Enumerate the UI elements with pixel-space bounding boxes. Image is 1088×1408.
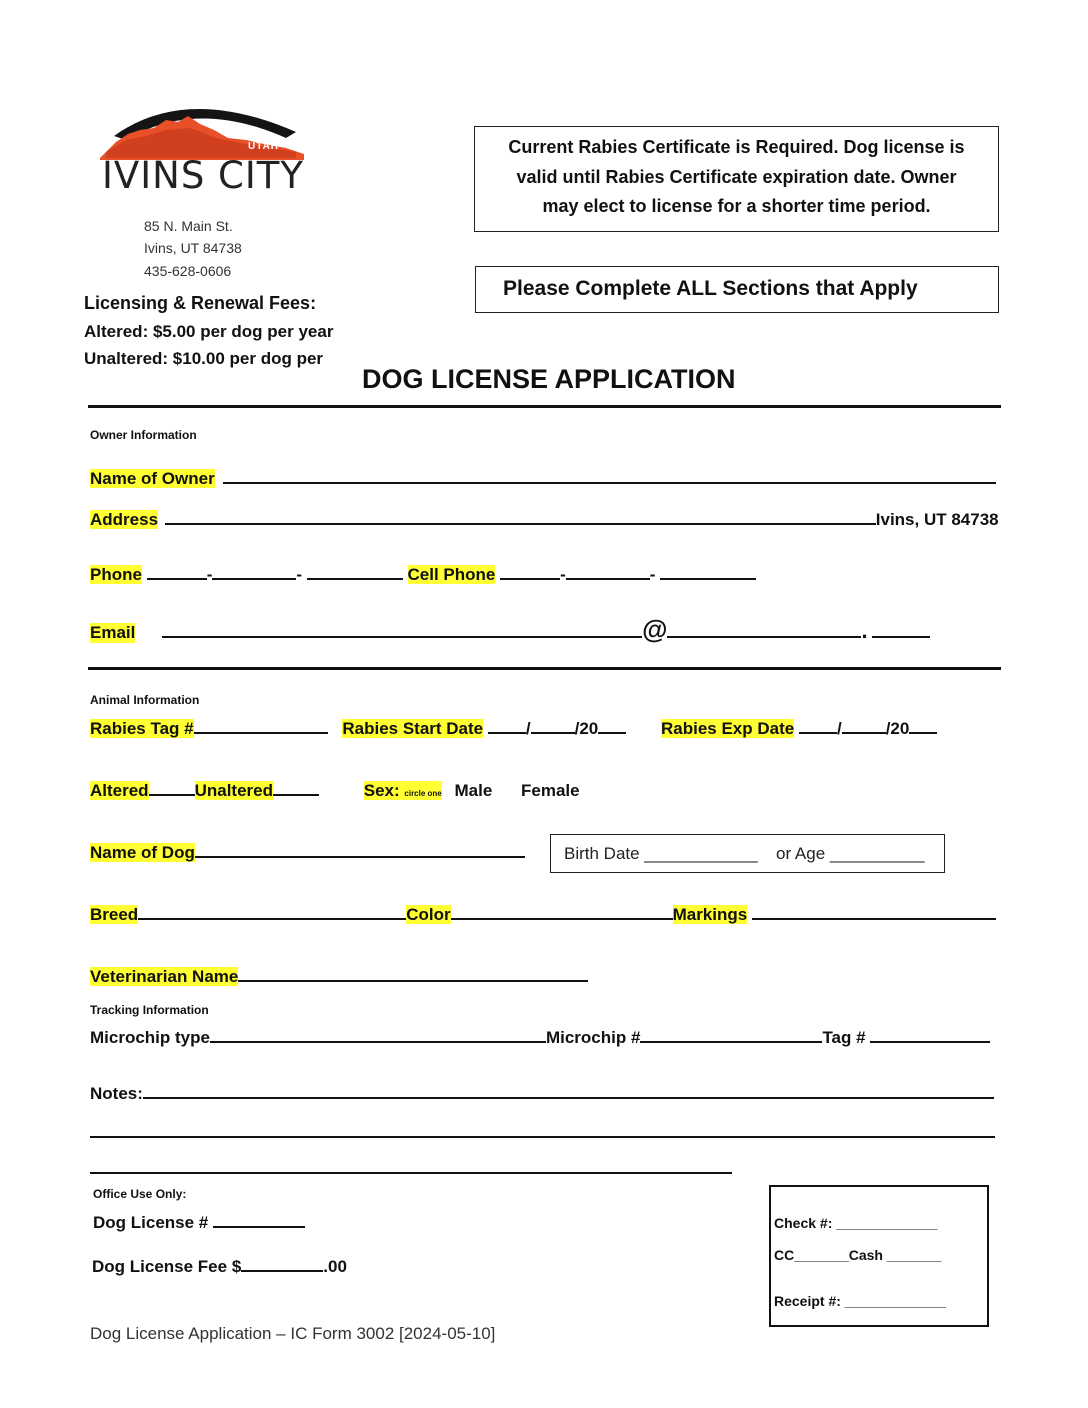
form-footer: Dog License Application – IC Form 3002 [2024-05-10]	[90, 1324, 496, 1343]
phone-prefix-input[interactable]	[212, 577, 296, 580]
notes-label: Notes:	[90, 1084, 143, 1103]
sex-female-option[interactable]: Female	[521, 781, 580, 800]
vet-label: Veterinarian Name	[90, 967, 239, 986]
phone-line-input[interactable]	[307, 577, 403, 580]
owner-rule	[88, 667, 1001, 670]
city-city-line: Ivins, UT 84738	[144, 240, 242, 256]
cell-dash-1: -	[560, 565, 566, 584]
phone-dash-2: -	[296, 565, 303, 584]
cell-prefix-input[interactable]	[566, 577, 650, 580]
fees-altered: Altered: $5.00 per dog per year	[84, 322, 334, 341]
rabies-start-slash: /	[525, 719, 531, 738]
color-label: Color	[406, 905, 451, 924]
phone-area-input[interactable]	[147, 577, 207, 580]
license-num-row	[93, 1213, 305, 1233]
microchip-row	[90, 1028, 990, 1048]
phone-dash-1: -	[206, 565, 213, 584]
tag-input[interactable]	[870, 1040, 990, 1043]
payment-box	[769, 1185, 989, 1327]
cell-phone-label: Cell Phone	[407, 565, 496, 584]
email-user-input[interactable]	[162, 635, 642, 638]
rabies-start-month-input[interactable]	[488, 731, 526, 734]
complete-all-text: Please Complete ALL Sections that Apply	[503, 277, 918, 300]
email-row	[90, 614, 930, 645]
notes-input-3[interactable]	[90, 1172, 732, 1174]
sex-label-text: Sex:	[363, 781, 400, 800]
owner-name-label: Name of Owner	[90, 469, 215, 488]
microchip-type-input[interactable]	[210, 1040, 546, 1043]
title-rule	[88, 405, 1001, 408]
notes-input-1[interactable]	[143, 1096, 994, 1099]
birth-date-label[interactable]: Birth Date ____________	[564, 844, 758, 863]
rabies-notice-box	[474, 126, 999, 232]
breed-label: Breed	[90, 905, 139, 924]
owner-section-label: Owner Information	[90, 428, 197, 442]
sex-label	[364, 781, 442, 800]
tag-label: Tag #	[822, 1028, 866, 1047]
tracking-section-label: Tracking Information	[90, 1003, 209, 1017]
rabies-exp-day-input[interactable]	[842, 731, 886, 734]
notes-row	[90, 1084, 994, 1104]
notes-input-2[interactable]	[90, 1136, 995, 1138]
license-num-input[interactable]	[213, 1225, 305, 1228]
markings-input[interactable]	[752, 917, 996, 920]
circle-one-note: circle one	[404, 789, 442, 798]
microchip-num-label: Microchip #	[545, 1028, 641, 1047]
phone-label: Phone	[90, 565, 142, 584]
rabies-exp-label: Rabies Exp Date	[660, 719, 795, 738]
microchip-num-input[interactable]	[640, 1040, 822, 1043]
email-label: Email	[90, 623, 136, 642]
breed-input[interactable]	[138, 917, 406, 920]
breed-row	[90, 905, 996, 925]
vet-input[interactable]	[238, 979, 588, 982]
complete-all-box	[475, 266, 999, 313]
rabies-tag-input[interactable]	[194, 731, 328, 734]
logo-city-text: IVINS CITY	[102, 154, 305, 197]
rabies-exp-slash: /	[836, 719, 842, 738]
license-fee-suffix: .00	[323, 1257, 347, 1276]
altered-row	[90, 781, 580, 801]
birth-date-box	[550, 834, 945, 873]
dog-name-row	[90, 843, 525, 863]
owner-name-row	[90, 469, 996, 489]
notice-line-3: may elect to license for a shorter time period.	[542, 196, 931, 216]
address-label: Address	[90, 510, 159, 529]
rabies-start-day-input[interactable]	[531, 731, 575, 734]
cell-dash-2: -	[649, 565, 656, 584]
markings-label: Markings	[672, 905, 748, 924]
owner-name-input[interactable]	[223, 481, 996, 484]
rabies-exp-year-input[interactable]	[909, 731, 937, 734]
unaltered-input[interactable]	[273, 793, 319, 796]
email-at: @	[642, 614, 668, 644]
address-row	[90, 510, 999, 530]
unaltered-label: Unaltered	[194, 781, 273, 800]
rabies-exp-month-input[interactable]	[799, 731, 837, 734]
email-dot: .	[861, 618, 868, 643]
vet-row	[90, 967, 588, 987]
rabies-row	[90, 719, 937, 739]
phone-row	[90, 565, 756, 585]
altered-input[interactable]	[149, 793, 195, 796]
license-fee-input[interactable]	[241, 1269, 323, 1272]
rabies-start-slash20: /20	[574, 719, 599, 738]
check-num-label[interactable]: Check #: _____________	[774, 1215, 938, 1231]
city-street: 85 N. Main St.	[144, 218, 233, 234]
logo-state-text: UTAH	[248, 141, 280, 152]
address-input[interactable]	[165, 522, 876, 525]
altered-label: Altered	[90, 781, 149, 800]
rabies-exp-slash20: /20	[885, 719, 910, 738]
cc-cash-label[interactable]: CC_______Cash _______	[774, 1247, 942, 1263]
notice-line-2: valid until Rabies Certificate expiration date. Owner	[516, 167, 957, 187]
license-fee-row	[92, 1257, 347, 1277]
ivins-city-logo	[96, 92, 311, 202]
microchip-type-label: Microchip type	[90, 1028, 210, 1047]
dog-name-label: Name of Dog	[90, 843, 195, 862]
color-input[interactable]	[451, 917, 673, 920]
rabies-tag-label: Rabies Tag #	[90, 719, 194, 738]
animal-section-label: Animal Information	[90, 693, 200, 707]
sex-male-option[interactable]: Male	[454, 781, 493, 800]
license-num-label: Dog License #	[93, 1213, 209, 1232]
notice-line-1: Current Rabies Certificate is Required. Dog license is	[508, 137, 965, 157]
office-section-label: Office Use Only:	[93, 1187, 187, 1201]
page-title: DOG LICENSE APPLICATION	[362, 364, 736, 394]
city-phone: 435-628-0606	[144, 263, 232, 279]
cell-area-input[interactable]	[500, 577, 560, 580]
dog-name-input[interactable]	[195, 855, 525, 858]
age-label[interactable]: or Age __________	[776, 844, 925, 863]
license-fee-label: Dog License Fee $	[92, 1257, 242, 1276]
email-domain-input[interactable]	[667, 635, 861, 638]
email-tld-input[interactable]	[872, 635, 930, 638]
address-suffix: Ivins, UT 84738	[875, 510, 999, 529]
receipt-num-label[interactable]: Receipt #: _____________	[774, 1293, 947, 1309]
cell-line-input[interactable]	[660, 577, 756, 580]
rabies-start-label: Rabies Start Date	[342, 719, 484, 738]
fees-unaltered: Unaltered: $10.00 per dog per	[84, 349, 324, 368]
fees-heading: Licensing & Renewal Fees:	[84, 293, 317, 313]
rabies-start-year-input[interactable]	[598, 731, 626, 734]
